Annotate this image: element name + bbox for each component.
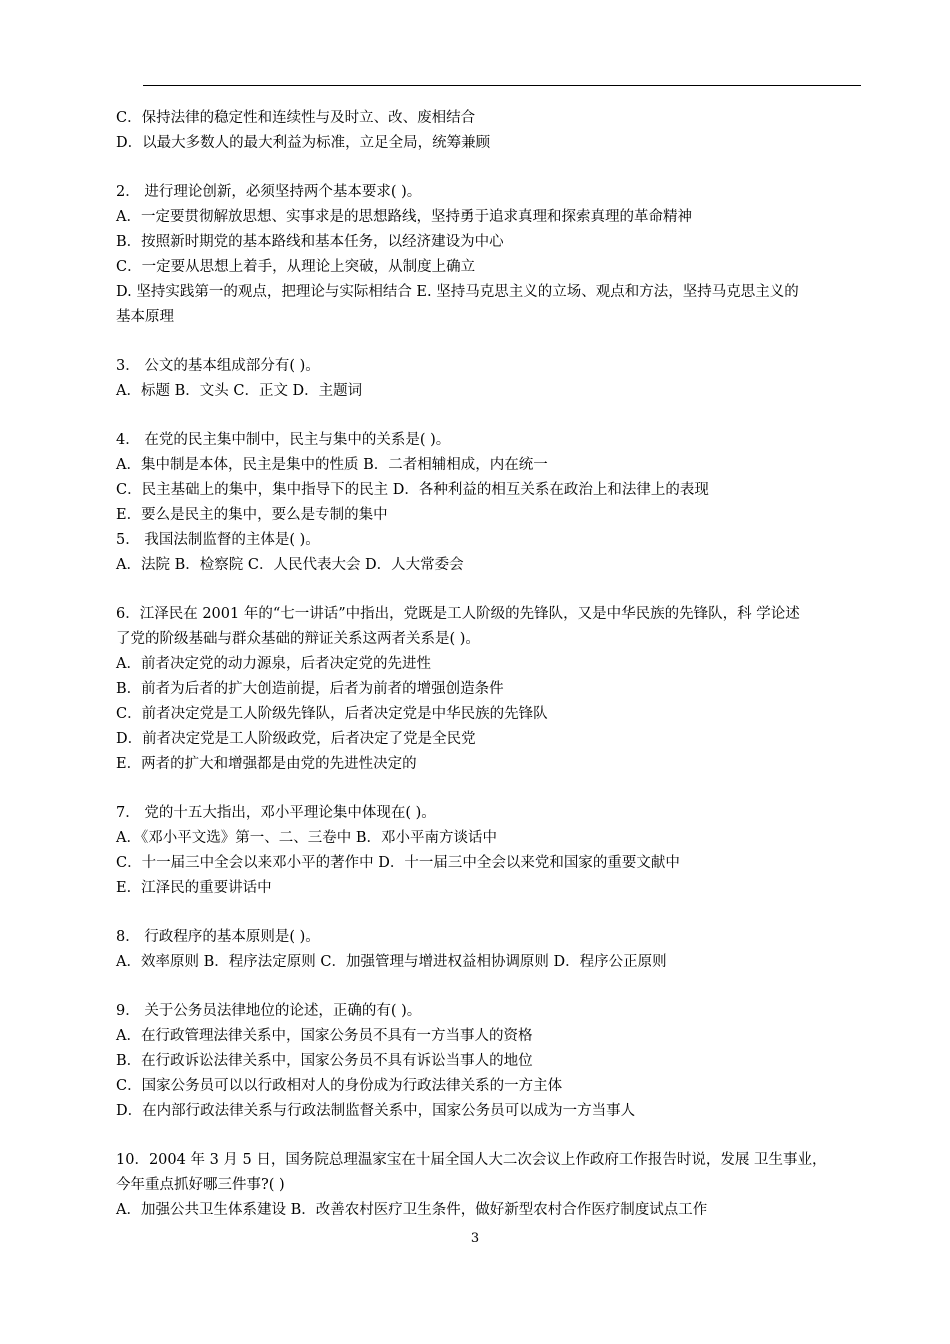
question-6 bbox=[116, 602, 896, 777]
option-line: D．在内部行政法律关系与行政法制监督关系中，国家公务员可以成为一方当事人 bbox=[116, 1103, 636, 1119]
question-text: 4． 在党的民主集中制中，民主与集中的关系是( )。 bbox=[116, 432, 451, 448]
question-9 bbox=[116, 999, 896, 1124]
question-10 bbox=[116, 1148, 896, 1223]
option-line: C．一定要从思想上着手，从理论上突破，从制度上确立 bbox=[116, 259, 476, 275]
option-line: D．以最大多数人的最大利益为标准，立足全局，统筹兼顾 bbox=[116, 135, 491, 151]
option-line: A．效率原则 B．程序法定原则 C．加强管理与增进权益相协调原则 D．程序公正原则 bbox=[116, 954, 667, 970]
option-line: C．前者决定党是工人阶级先锋队，后者决定党是中华民族的先锋队 bbox=[116, 706, 548, 722]
question-text: 5． 我国法制监督的主体是( )。 bbox=[116, 532, 320, 548]
question-text: 9． 关于公务员法律地位的论述，正确的有( )。 bbox=[116, 1003, 422, 1019]
option-line: C．保持法律的稳定性和连续性与及时立、改、废相结合 bbox=[116, 110, 476, 126]
option-line: E．两者的扩大和增强都是由党的先进性决定的 bbox=[116, 756, 417, 772]
option-line: B．按照新时期党的基本路线和基本任务，以经济建设为中心 bbox=[116, 234, 504, 250]
option-line: A．在行政管理法律关系中，国家公务员不具有一方当事人的资格 bbox=[116, 1028, 533, 1044]
document-body bbox=[116, 106, 896, 1223]
option-line: D．前者决定党是工人阶级政党，后者决定了党是全民党 bbox=[116, 731, 476, 747]
question-text: 2． 进行理论创新，必须坚持两个基本要求( )。 bbox=[116, 184, 422, 200]
question-8 bbox=[116, 925, 896, 975]
option-line: B．前者为后者的扩大创造前提，后者为前者的增强创造条件 bbox=[116, 681, 504, 697]
question-text: 6．江泽民在 2001 年的“七一讲话”中指出，党既是工人阶级的先锋队，又是中华民族的先锋队，科 学论述 bbox=[116, 606, 800, 622]
question-2 bbox=[116, 180, 896, 330]
option-line: A．一定要贯彻解放思想、实事求是的思想路线，坚持勇于追求真理和探索真理的革命精神 bbox=[116, 209, 692, 225]
question-1-tail bbox=[116, 106, 896, 156]
question-7 bbox=[116, 801, 896, 901]
option-line: C．十一届三中全会以来邓小平的著作中 D．十一届三中全会以来党和国家的重要文献中 bbox=[116, 855, 680, 871]
question-text: 今年重点抓好哪三件事?( ) bbox=[116, 1177, 285, 1193]
header-rule bbox=[143, 85, 861, 86]
option-line: A．标题 B．文头 C．正文 D．主题词 bbox=[116, 383, 363, 399]
option-line: E．要么是民主的集中，要么是专制的集中 bbox=[116, 507, 388, 523]
option-line: A．法院 B．检察院 C．人民代表大会 D．人大常委会 bbox=[116, 557, 464, 573]
question-text: 3． 公文的基本组成部分有( )。 bbox=[116, 358, 320, 374]
question-text: 7． 党的十五大指出，邓小平理论集中体现在( )。 bbox=[116, 805, 436, 821]
question-4-5 bbox=[116, 428, 896, 578]
option-line: A．《邓小平文选》第一、二、三卷中 B．邓小平南方谈话中 bbox=[116, 830, 497, 846]
option-line: B．在行政诉讼法律关系中，国家公务员不具有诉讼当事人的地位 bbox=[116, 1053, 533, 1069]
question-3 bbox=[116, 354, 896, 404]
question-text: 了党的阶级基础与群众基础的辩证关系这两者关系是( )。 bbox=[116, 631, 480, 647]
option-line: D. 坚持实践第一的观点，把理论与实际相结合 E. 坚持马克思主义的立场、观点和方法，坚持马克思主义的 bbox=[116, 284, 799, 300]
option-line: A．前者决定党的动力源泉，后者决定党的先进性 bbox=[116, 656, 431, 672]
question-text: 10．2004 年 3 月 5 日，国务院总理温家宝在十届全国人大二次会议上作政府工作报告时说，发展 卫生事业， bbox=[116, 1152, 827, 1168]
page-number: 3 bbox=[470, 1231, 480, 1246]
option-line: E．江泽民的重要讲话中 bbox=[116, 880, 272, 896]
option-line: A．集中制是本体，民主是集中的性质 B．二者相辅相成，内在统一 bbox=[116, 457, 548, 473]
option-line: A．加强公共卫生体系建设 B．改善农村医疗卫生条件，做好新型农村合作医疗制度试点工作 bbox=[116, 1202, 708, 1218]
question-text: 8． 行政程序的基本原则是( )。 bbox=[116, 929, 320, 945]
option-line: 基本原理 bbox=[116, 309, 174, 325]
option-line: C．民主基础上的集中，集中指导下的民主 D．各种利益的相互关系在政治上和法律上的表现 bbox=[116, 482, 709, 498]
option-line: C．国家公务员可以以行政相对人的身份成为行政法律关系的一方主体 bbox=[116, 1078, 563, 1094]
